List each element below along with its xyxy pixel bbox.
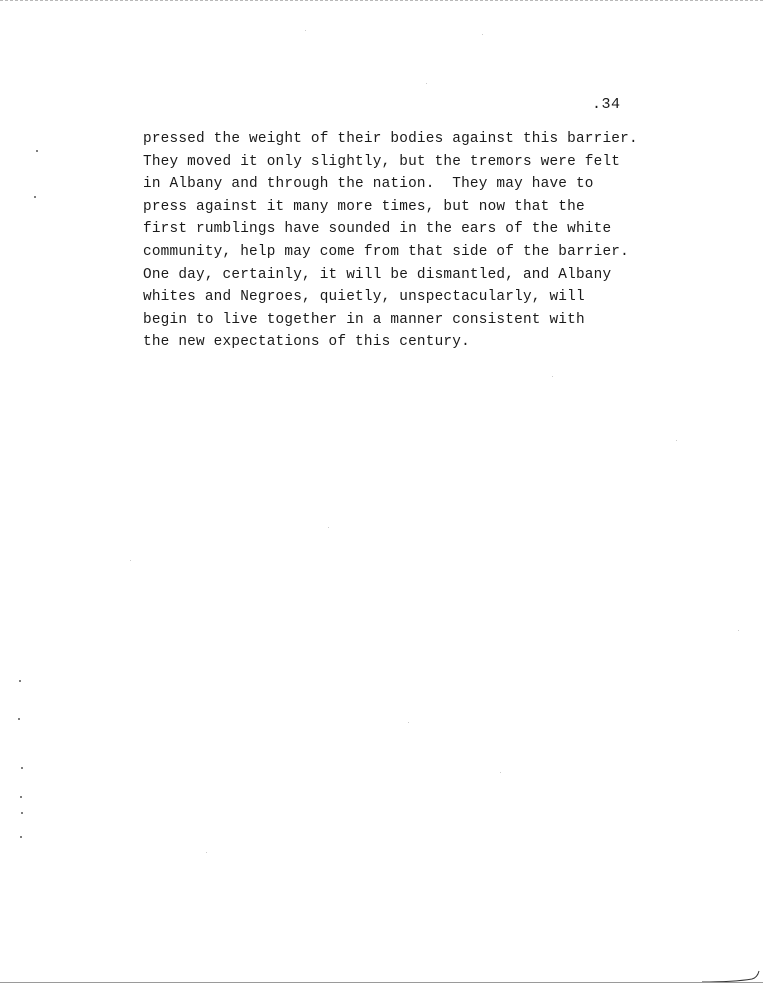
scan-speck	[426, 83, 427, 84]
scan-speck	[34, 196, 36, 198]
scan-speck	[328, 527, 329, 528]
scan-speck	[500, 772, 501, 773]
scan-speck	[482, 34, 483, 35]
scan-speck	[20, 836, 22, 838]
text-line: pressed the weight of their bodies against this barrier.	[143, 131, 638, 147]
text-line: whites and Negroes, quietly, unspectacularly, will	[143, 289, 585, 306]
text-line: They moved it only slightly, but the tremors were felt	[143, 153, 621, 170]
text-line: community, help may come from that side of the barrier.	[143, 243, 629, 260]
text-line: the new expectations of this century.	[143, 334, 470, 351]
scan-speck	[19, 680, 21, 682]
scan-speck	[18, 718, 20, 720]
text-line: in Albany and through the nation. They may have to	[143, 176, 594, 193]
scan-speck	[676, 440, 677, 441]
text-line: begin to live together in a manner consistent with	[143, 311, 585, 328]
scan-speck	[130, 560, 131, 561]
scan-speck	[408, 722, 409, 723]
scan-speck	[552, 376, 553, 377]
scan-speck	[21, 767, 23, 769]
scan-bottom-edge	[0, 982, 763, 983]
text-line: One day, certainly, it will be dismantled, and Albany	[143, 266, 612, 283]
scan-speck	[36, 150, 38, 152]
scan-speck	[305, 30, 306, 31]
scan-speck	[21, 812, 23, 814]
scan-speck	[206, 852, 207, 853]
scan-top-edge	[0, 0, 763, 1]
page-number: .34	[592, 96, 621, 113]
scan-speck	[20, 796, 22, 798]
text-line: press against it many more times, but now that the	[143, 198, 585, 215]
text-line: first rumblings have sounded in the ears of the white	[143, 221, 612, 238]
scan-speck	[738, 630, 739, 631]
body-paragraph	[143, 128, 703, 354]
